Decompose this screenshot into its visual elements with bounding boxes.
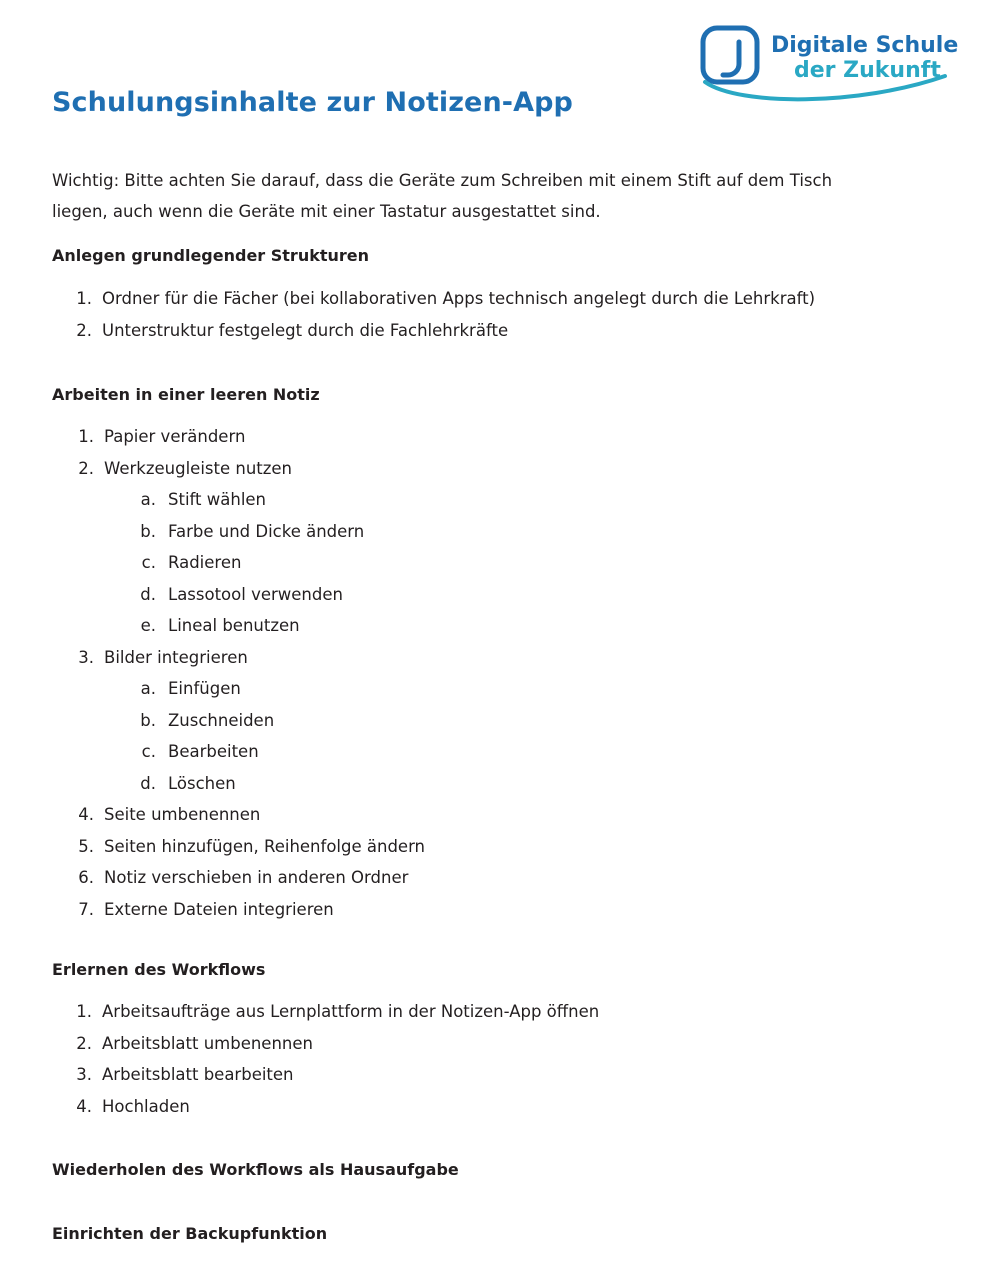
list-item: [52, 453, 425, 485]
list-leere-notiz: [52, 421, 425, 925]
list-text: Arbeitsaufträge aus Lernplattform in der Notizen-App öffnen: [102, 1002, 600, 1021]
list-item: [52, 283, 815, 315]
list-text: Seite umbenennen: [104, 805, 261, 824]
list-marker: a.: [140, 490, 156, 509]
list-marker: a.: [140, 679, 156, 698]
list-text: Ordner für die Fächer (bei kollaborativen Apps technisch angelegt durch die Lehrkraft): [102, 289, 816, 308]
list-marker: 2.: [76, 1033, 92, 1053]
list-text: Seiten hinzufügen, Reihenfolge ändern: [104, 836, 426, 856]
list-text: Papier verändern: [104, 427, 246, 446]
list-text: Bearbeiten: [168, 742, 259, 761]
list-item: [52, 642, 425, 674]
list-text: Löschen: [168, 773, 236, 793]
list-text: Arbeitsblatt umbenennen: [102, 1033, 313, 1053]
list-text: Unterstruktur festgelegt durch die Fachlehrkräfte: [102, 320, 509, 340]
list-item: [52, 705, 425, 737]
list-item: [52, 610, 425, 642]
list-marker: d.: [140, 773, 156, 793]
intro-paragraph: Wichtig: Bitte achten Sie darauf, dass die Geräte zum Schreiben mit einem Stift auf dem Tisch liegen, auch wenn die Geräte mit einer Tastatur ausgestattet sind.: [52, 170, 833, 221]
list-marker: e.: [140, 616, 156, 635]
list-marker: 1.: [76, 289, 92, 308]
list-marker: c.: [141, 553, 156, 572]
list-item: [52, 1091, 599, 1123]
list-item: [52, 894, 425, 926]
list-marker: 5.: [78, 836, 94, 856]
list-marker: 1.: [76, 1002, 92, 1021]
list-text: Einfügen: [168, 679, 241, 698]
list-item: [52, 421, 425, 453]
list-item: [52, 862, 425, 894]
list-text: Werkzeugleiste nutzen: [104, 458, 293, 478]
list-item: [52, 799, 425, 831]
list-workflow: [52, 996, 599, 1122]
list-marker: 2.: [76, 320, 92, 340]
list-item: [52, 673, 425, 705]
list-marker: c.: [141, 742, 156, 761]
section-heading-strukturen: Anlegen grundlegender Strukturen: [52, 246, 370, 265]
list-text: Zuschneiden: [168, 710, 275, 730]
list-marker: 6.: [78, 868, 94, 887]
page-title: Schulungsinhalte zur Notizen-App: [52, 87, 573, 119]
list-item: [52, 484, 425, 516]
list-item: [52, 1059, 599, 1091]
list-marker: 4.: [76, 1096, 92, 1116]
list-strukturen: [52, 283, 815, 346]
svg-text:der Zukunft: der Zukunft: [794, 58, 941, 83]
list-text: Arbeitsblatt bearbeiten: [102, 1065, 294, 1084]
list-text: Farbe und Dicke ändern: [168, 521, 365, 541]
list-marker: 3.: [78, 647, 94, 667]
list-item: [52, 831, 425, 863]
section-heading-workflow: Erlernen des Workflows: [52, 960, 266, 979]
list-text: Bilder integrieren: [104, 647, 248, 667]
svg-text:Digitale Schule: Digitale Schule: [771, 33, 959, 58]
list-marker: 2.: [78, 458, 94, 478]
list-item: [52, 768, 425, 800]
list-item: [52, 579, 425, 611]
section-heading-leere-notiz: Arbeiten in einer leeren Notiz: [52, 385, 320, 404]
section-heading-backup: Einrichten der Backupfunktion: [52, 1224, 328, 1243]
list-item: [52, 315, 815, 347]
list-marker: 7.: [78, 899, 94, 919]
section-heading-hausaufgabe: Wiederholen des Workflows als Hausaufgabe: [52, 1160, 459, 1179]
list-text: Hochladen: [102, 1096, 190, 1116]
list-text: Lineal benutzen: [168, 616, 300, 635]
list-text: Notiz verschieben in anderen Ordner: [104, 868, 409, 887]
list-item: [52, 516, 425, 548]
list-text: Radieren: [168, 553, 242, 572]
list-marker: 1.: [78, 427, 94, 446]
list-marker: b.: [140, 521, 156, 541]
digitale-schule-der-zukunft-logo: [699, 22, 959, 108]
list-marker: 3.: [76, 1065, 92, 1084]
list-text: Externe Dateien integrieren: [104, 899, 334, 919]
list-marker: b.: [140, 710, 156, 730]
list-marker: 4.: [78, 805, 94, 824]
list-item: [52, 1028, 599, 1060]
list-text: Stift wählen: [168, 490, 267, 509]
list-item: [52, 996, 599, 1028]
list-item: [52, 547, 425, 579]
list-marker: d.: [140, 584, 156, 604]
list-item: [52, 736, 425, 768]
list-text: Lassotool verwenden: [168, 584, 343, 604]
